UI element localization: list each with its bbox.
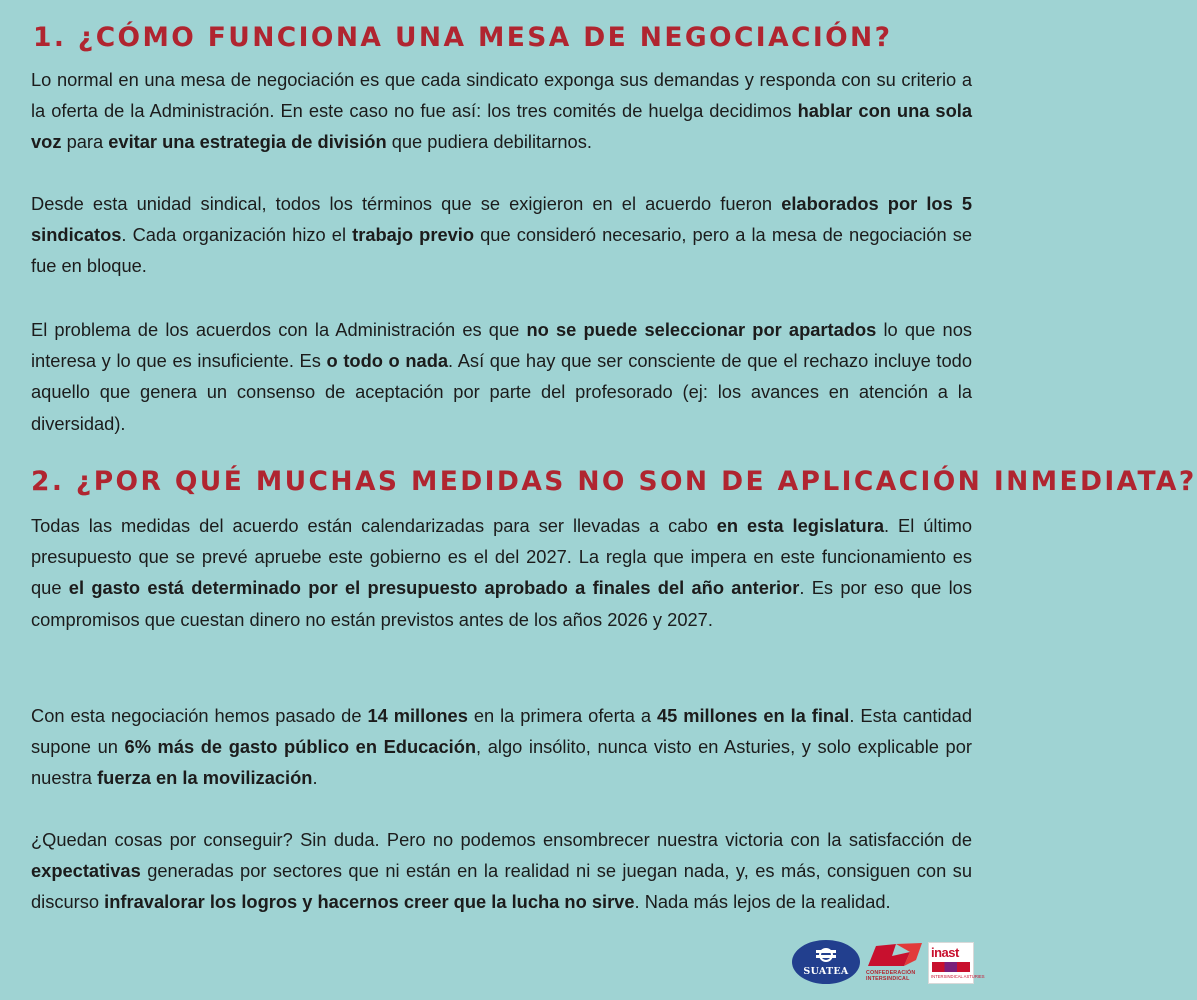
suatea-logo: [792, 940, 860, 984]
section-1-paragraph-1: Lo normal en una mesa de negociación es que cada sindicato exponga sus demandas y responda con su criterio a la oferta de la Administración. En este caso no fue así: los tres comités de huelga decidimos hablar con una sola voz para evitar una estrategia de división que pudiera debilitarnos.: [31, 69, 972, 153]
gear-icon: [814, 946, 838, 964]
section-2-paragraph-1: Todas las medidas del acuerdo están calendarizadas para ser llevadas a cabo en esta legislatura. El último presupuesto que se prevé apruebe este gobierno es el del 2027. La regla que impera en este funcionamiento es que el gasto está determinado por el presupuesto aprobado a finales del año anterior. Es por eso que los compromisos que cuestan dinero no están previstos antes de los años 2026 y 2027.: [31, 515, 973, 630]
ci-logo-line-1: CONFEDERACIÓN: [866, 970, 916, 976]
section-2-paragraph-3: ¿Quedan cosas por conseguir? Sin duda. Pero no podemos ensombrecer nuestra victoria con la satisfacción de expectativas generadas por sectores que ni están en la realidad ni se juegan nada, y, es más, consiguen con su discurso infravalorar los logros y hacernos creer que la lucha no sirve. Nada más lejos de la realidad.: [31, 829, 972, 913]
section-2-paragraph-2: Con esta negociación hemos pasado de 14 millones en la primera oferta a 45 millones en la final. Esta cantidad supone un 6% más de gasto público en Educación, algo insólito, nunca visto en Asturies, y solo explicable por nuestra fuerza en la movilización.: [31, 705, 973, 789]
section-2-heading: 2. ¿POR QUÉ MUCHAS MEDIDAS NO SON DE APLICACIÓN INMEDIATA?: [31, 466, 1197, 497]
inast-logo: [928, 942, 985, 984]
inast-stripes-icon: [932, 962, 970, 972]
inast-logo-subtitle: INTERSINDICAL ASTURIES: [931, 974, 985, 979]
section-1-paragraph-2: Desde esta unidad sindical, todos los términos que se exigieron en el acuerdo fueron elaborados por los 5 sindicatos. Cada organización hizo el trabajo previo que consideró necesario, pero a la mesa de negociación se fue en bloque.: [31, 193, 973, 277]
confederacion-intersindical-logo: [866, 942, 924, 986]
ci-logo-line-2: INTERSINDICAL: [866, 976, 910, 982]
union-logos: [792, 938, 985, 990]
section-1-paragraph-3: El problema de los acuerdos con la Administración es que no se puede seleccionar por apartados lo que nos interesa y lo que es insuficiente. Es o todo o nada. Así que hay que ser consciente de que el rechazo incluye todo aquello que genera un consenso de aceptación por parte del profesorado (ej: los avances en atención a la diversidad).: [31, 319, 972, 434]
flag-icon: [866, 942, 924, 968]
inast-logo-text: inast: [931, 945, 959, 960]
section-1-heading: 1. ¿CÓMO FUNCIONA UNA MESA DE NEGOCIACIÓN?: [33, 22, 893, 53]
suatea-logo-text: SUATEA: [803, 966, 849, 977]
